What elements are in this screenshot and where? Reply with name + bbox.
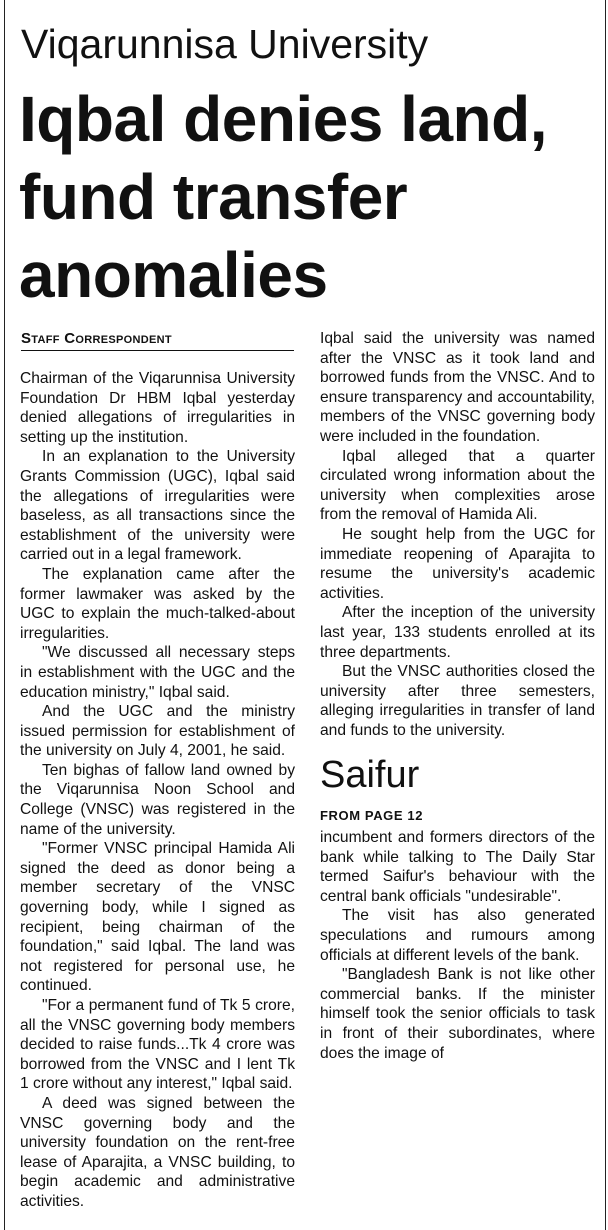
right-column-rule: [605, 0, 606, 1230]
article-paragraph: In an explanation to the University Grants Commission (UGC), Iqbal said the allegations of irregularities were baseless, as all transactions since the establishment of the university were carried out in a legal framework.: [20, 448, 295, 564]
headline-line: fund transfer: [19, 161, 408, 233]
byline: Staff Correspondent: [21, 330, 294, 351]
continuation-paragraph: The visit has also generated speculations and rumours among officials at different levels of the bank.: [320, 907, 595, 964]
article-paragraph: "We discussed all necessary steps in establishment with the UGC and the education ministry," Iqbal said.: [20, 644, 295, 701]
article-paragraph: He sought help from the UGC for immediate reopening of Aparajita to resume the university's academic activities.: [320, 525, 595, 602]
article-paragraph: Iqbal alleged that a quarter circulated wrong information about the university when complexities arose from the removal of Hamida Ali.: [320, 447, 595, 524]
article-paragraph: Iqbal said the university was named after the VNSC as it took land and borrowed funds from the VNSC. And to ensure transparency and accountability, members of the VNSC governing body were included in the foundation.: [320, 330, 595, 445]
article-paragraph: "For a permanent fund of Tk 5 crore, all the VNSC governing body members decided to raise funds...Tk 4 crore was borrowed from the VNSC and I lent Tk 1 crore without any interest," Iqbal said.: [20, 997, 295, 1093]
continuation-paragraph: "Bangladesh Bank is not like other commercial banks. If the minister himself took the senior officials to task in front of their subordinates, where does the image of: [320, 966, 595, 1062]
headline-line: Iqbal denies land,: [19, 83, 547, 155]
article-paragraph: Ten bighas of fallow land owned by the Viqarunnisa Noon School and College (VNSC) was registered in the name of the university.: [20, 761, 295, 838]
continuation-heading: Saifur: [320, 754, 420, 797]
article-column-left: [20, 369, 295, 1212]
article-column-right: [320, 329, 595, 1063]
article-paragraph: After the inception of the university last year, 133 students enrolled at its three departments.: [320, 604, 595, 661]
headline-line: anomalies: [19, 239, 328, 311]
article-paragraph: Chairman of the Viqarunnisa University Foundation Dr HBM Iqbal yesterday denied allegations of irregularities in setting up the institution.: [20, 370, 295, 446]
article-headline: [19, 80, 599, 314]
article-paragraph: The explanation came after the former lawmaker was asked by the UGC to explain the much-talked-about irregularities.: [20, 565, 295, 642]
article-paragraph: A deed was signed between the VNSC governing body and the university foundation on the rent-free lease of Aparajita, a VNSC building, to begin academic and administrative activities.: [20, 1094, 295, 1210]
article-kicker: Viqarunnisa University: [21, 21, 429, 67]
article-paragraph: "Former VNSC principal Hamida Ali signed the deed as donor being a member secretary of the VNSC governing body, while I signed as recipient, being chairman of the foundation," said Iqbal. The land was not registered for personal use, he continued.: [20, 840, 295, 995]
left-column-rule: [4, 0, 5, 1230]
continuation-paragraph: incumbent and formers directors of the bank while talking to The Daily Star termed Saifur's behaviour with the central bank officials "undesirable".: [320, 829, 595, 905]
article-paragraph: And the UGC and the ministry issued permission for establishment of the university on July 4, 2001, he said.: [20, 703, 295, 760]
from-page-label: FROM PAGE 12: [320, 808, 424, 824]
article-paragraph: But the VNSC authorities closed the university after three semesters, alleging irregularities in transfer of land and funds to the university.: [320, 663, 595, 739]
